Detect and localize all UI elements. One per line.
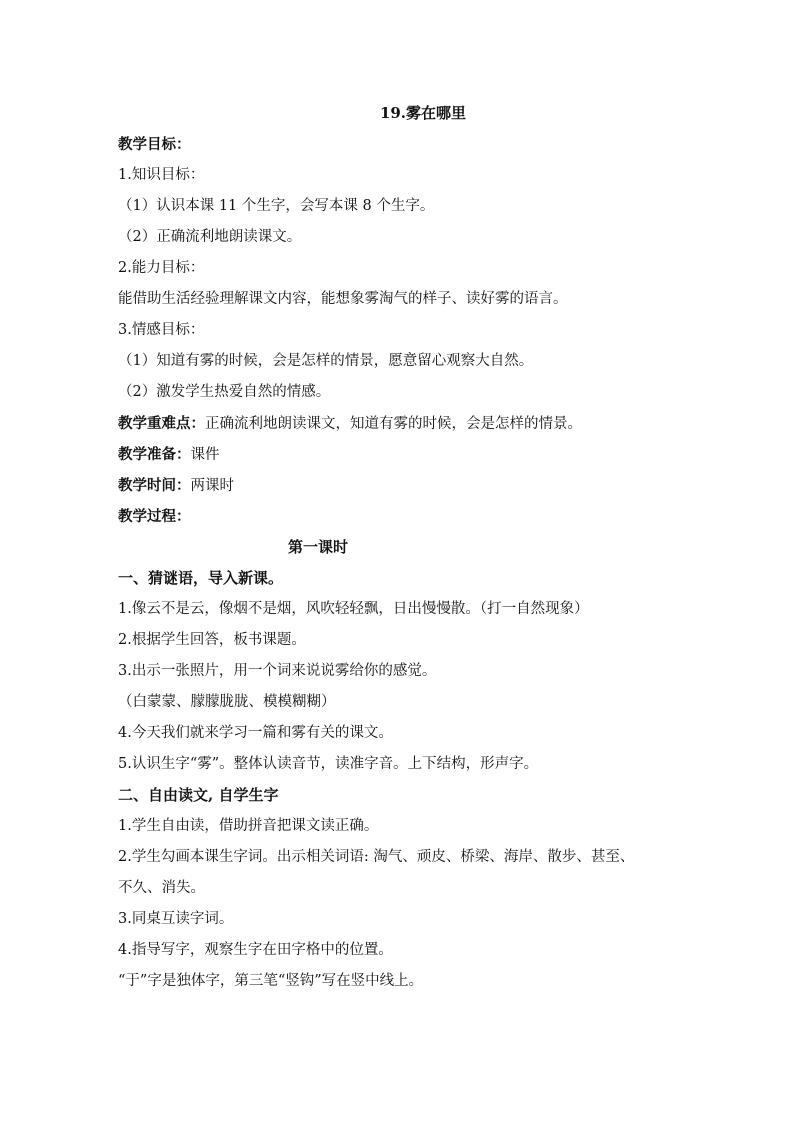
lesson-title: 第一课时 [288,538,349,556]
knowledge-item: （1）认识本课 11 个生字，会写本课 8 个生字。 [118,198,435,214]
preparation-row [118,439,688,470]
section2-item: 不久、消失。 [118,880,205,896]
section2-item: 1.学生自由读，借助拼音把课文读正确。 [118,818,379,834]
section2-heading: 二、自由读文, 自学生字 [118,786,279,804]
section2-item: 2.学生勾画本课生字词。出示相关词语: 淘气、顽皮、桥梁、海岸、散步、甚至、 [118,849,635,865]
preparation-text: 课件 [190,447,220,463]
knowledge-item: （2）正确流利地朗读课文。 [118,229,302,245]
time-row [118,470,688,501]
time-label: 教学时间： [118,477,191,494]
section2-item: 3.同桌互读字词。 [118,911,234,927]
emotion-item: （1）知道有雾的时候，会是怎样的情景，愿意留心观察大自然。 [118,353,534,369]
emotion-item: （2）激发学生热爱自然的情感。 [118,384,331,400]
section1-item: 4.今天我们就来学习一篇和雾有关的课文。 [118,725,393,741]
ability-text: 能借助生活经验理解课文内容，能想象雾淘气的样子、读好雾的语言。 [118,291,568,307]
section1-heading: 一、猜谜语，导入新课。 [118,569,284,587]
goals-label: 教学目标： [118,136,191,153]
section2-item: 4.指导写字，观察生字在田字格中的位置。 [118,942,393,958]
section2-item: “于”字是独体字，第三笔“竖钩”写在竖中线上。 [118,973,424,989]
section1-item: 1.像云不是云，像烟不是烟，风吹轻轻飘，日出慢慢散。（打一自然现象） [118,601,589,617]
section1-item: （白蒙蒙、朦朦胧胧、模模糊糊） [118,694,336,710]
section1-item: 5.认识生字“雾”。整体认读音节，读准字音。上下结构，形声字。 [118,756,539,772]
preparation-label: 教学准备： [118,446,191,463]
section1-item: 2.根据学生回答，板书课题。 [118,632,306,648]
document-title: 19.雾在哪里 [379,104,467,122]
emotion-heading: 3.情感目标： [118,322,205,338]
key-points-row [118,408,688,439]
document-page [118,98,688,997]
process-label: 教学过程： [118,508,191,525]
knowledge-heading: 1.知识目标： [118,167,205,183]
section1-item: 3.出示一张照片，用一个词来说说雾给你的感觉。 [118,663,437,679]
time-text: 两课时 [190,478,234,494]
ability-heading: 2.能力目标： [118,260,205,276]
key-points-label: 教学重难点： [118,415,205,432]
key-points-text: 正确流利地朗读课文，知道有雾的时候，会是怎样的情景。 [205,416,582,432]
